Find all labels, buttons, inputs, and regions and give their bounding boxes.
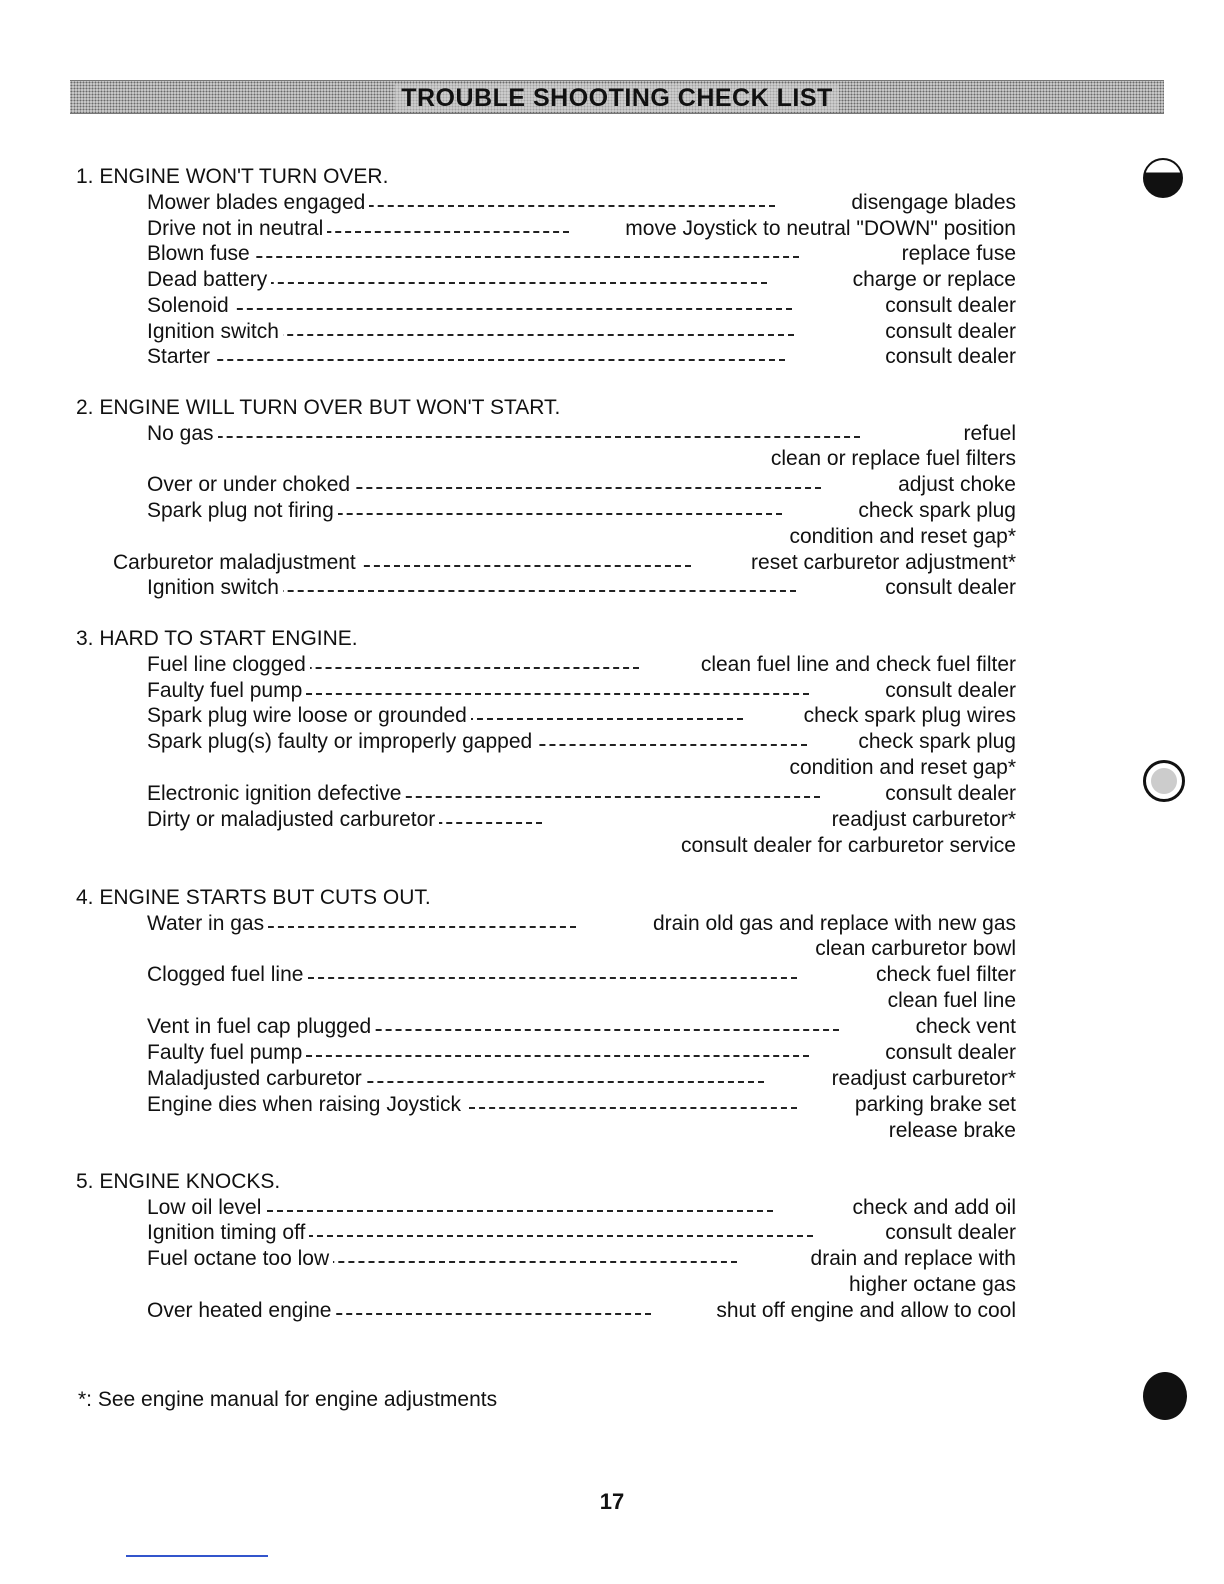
section-title: 4. ENGINE STARTS BUT CUTS OUT. xyxy=(76,886,431,909)
cause-text: Clogged fuel line xyxy=(147,963,307,986)
remedy-text: check spark plug wires xyxy=(803,704,1016,727)
list-item xyxy=(0,808,1224,834)
remedy-text: consult dealer xyxy=(885,1221,1016,1244)
list-item xyxy=(0,756,1224,782)
cause-text: Fuel octane too low xyxy=(147,1247,333,1270)
remedy-text: refuel xyxy=(963,422,1016,445)
list-item xyxy=(0,1041,1224,1067)
list-item xyxy=(0,320,1224,346)
remedy-text: consult dealer for carburetor service xyxy=(681,834,1016,857)
list-item xyxy=(0,576,1224,602)
cause-text: Spark plug(s) faulty or improperly gapped xyxy=(147,730,536,753)
list-item xyxy=(0,834,1224,860)
footnote: *: See engine manual for engine adjustments xyxy=(78,1388,498,1411)
remedy-text: consult dealer xyxy=(885,320,1016,343)
remedy-text: readjust carburetor* xyxy=(831,808,1016,831)
list-item xyxy=(0,345,1224,371)
binder-hole-middle xyxy=(1143,760,1185,802)
remedy-text: consult dealer xyxy=(885,345,1016,368)
remedy-text: readjust carburetor* xyxy=(831,1067,1016,1090)
list-item xyxy=(0,963,1224,989)
remedy-text: parking brake set xyxy=(854,1093,1016,1116)
binder-hole-bottom xyxy=(1143,1372,1187,1420)
remedy-text: adjust choke xyxy=(898,473,1016,496)
remedy-text: clean fuel line xyxy=(887,989,1016,1012)
remedy-text: disengage blades xyxy=(851,191,1016,214)
remedy-text: drain and replace with xyxy=(810,1247,1016,1270)
list-item xyxy=(0,525,1224,551)
list-item xyxy=(0,782,1224,808)
list-item xyxy=(0,473,1224,499)
remedy-text: consult dealer xyxy=(885,782,1016,805)
list-item xyxy=(0,447,1224,473)
cause-text: Engine dies when raising Joystick xyxy=(147,1093,465,1116)
remedy-text: consult dealer xyxy=(885,576,1016,599)
remedy-text: condition and reset gap* xyxy=(789,525,1016,548)
cause-text: Over heated engine xyxy=(147,1299,335,1322)
list-item xyxy=(0,1067,1224,1093)
scan-mark xyxy=(126,1555,268,1557)
list-item xyxy=(0,1093,1224,1119)
cause-text: Fuel line clogged xyxy=(147,653,310,676)
list-item xyxy=(0,551,1224,577)
leader-dashes xyxy=(147,436,860,438)
cause-text: Ignition switch xyxy=(147,576,283,599)
page-title: TROUBLE SHOOTING CHECK LIST xyxy=(70,84,1164,113)
cause-text: Low oil level xyxy=(147,1196,265,1219)
section-title: 1. ENGINE WON'T TURN OVER. xyxy=(76,165,389,188)
cause-text: Starter xyxy=(147,345,214,368)
cause-text: Over or under choked xyxy=(147,473,354,496)
remedy-text: consult dealer xyxy=(885,679,1016,702)
list-item xyxy=(0,704,1224,730)
list-item xyxy=(0,191,1224,217)
list-item xyxy=(0,268,1224,294)
cause-text: Electronic ignition defective xyxy=(147,782,405,805)
section-title: 3. HARD TO START ENGINE. xyxy=(76,627,358,650)
list-item xyxy=(0,1221,1224,1247)
list-item xyxy=(0,422,1224,448)
cause-text: Faulty fuel pump xyxy=(147,679,306,702)
remedy-text: drain old gas and replace with new gas xyxy=(652,912,1016,935)
cause-text: No gas xyxy=(147,422,218,445)
section-title: 5. ENGINE KNOCKS. xyxy=(76,1170,281,1193)
cause-text: Dead battery xyxy=(147,268,271,291)
remedy-text: reset carburetor adjustment* xyxy=(751,551,1016,574)
remedy-text: shut off engine and allow to cool xyxy=(716,1299,1016,1322)
cause-text: Vent in fuel cap plugged xyxy=(147,1015,375,1038)
cause-text: Spark plug wire loose or grounded xyxy=(147,704,471,727)
remedy-text: clean carburetor bowl xyxy=(815,937,1016,960)
page-number: 17 xyxy=(599,1489,625,1514)
list-item xyxy=(0,1299,1224,1325)
list-item xyxy=(0,294,1224,320)
list-item xyxy=(0,679,1224,705)
remedy-text: clean fuel line and check fuel filter xyxy=(700,653,1016,676)
cause-text: Ignition timing off xyxy=(147,1221,309,1244)
cause-text: Mower blades engaged xyxy=(147,191,369,214)
binder-hole-top xyxy=(1143,158,1183,198)
cause-text: Spark plug not firing xyxy=(147,499,338,522)
leader-dashes xyxy=(147,308,792,310)
remedy-text: charge or replace xyxy=(852,268,1016,291)
remedy-text: check spark plug xyxy=(858,499,1016,522)
remedy-text: check fuel filter xyxy=(875,963,1016,986)
remedy-text: check vent xyxy=(915,1015,1016,1038)
cause-text: Maladjusted carburetor xyxy=(147,1067,366,1090)
list-item xyxy=(0,1247,1224,1273)
list-item xyxy=(0,730,1224,756)
remedy-text: check spark plug xyxy=(858,730,1016,753)
list-item xyxy=(0,217,1224,243)
remedy-text: release brake xyxy=(888,1119,1016,1142)
remedy-text: consult dealer xyxy=(885,294,1016,317)
cause-text: Faulty fuel pump xyxy=(147,1041,306,1064)
cause-text: Dirty or maladjusted carburetor xyxy=(147,808,439,831)
list-item xyxy=(0,989,1224,1015)
remedy-text: replace fuse xyxy=(901,242,1016,265)
section-title: 2. ENGINE WILL TURN OVER BUT WON'T START. xyxy=(76,396,561,419)
remedy-text: move Joystick to neutral "DOWN" position xyxy=(625,217,1016,240)
remedy-text: higher octane gas xyxy=(849,1273,1016,1296)
list-item xyxy=(0,499,1224,525)
list-item xyxy=(0,1196,1224,1222)
remedy-text: condition and reset gap* xyxy=(789,756,1016,779)
remedy-text: check and add oil xyxy=(852,1196,1016,1219)
list-item xyxy=(0,1015,1224,1041)
remedy-text: clean or replace fuel filters xyxy=(770,447,1016,470)
list-item xyxy=(0,937,1224,963)
list-item xyxy=(0,1273,1224,1299)
cause-text: Blown fuse xyxy=(147,242,254,265)
cause-text: Carburetor maladjustment xyxy=(113,551,360,574)
cause-text: Solenoid xyxy=(147,294,233,317)
cause-text: Ignition switch xyxy=(147,320,283,343)
list-item xyxy=(0,912,1224,938)
list-item xyxy=(0,653,1224,679)
cause-text: Drive not in neutral xyxy=(147,217,327,240)
leader-dashes xyxy=(147,359,785,361)
list-item xyxy=(0,242,1224,268)
cause-text: Water in gas xyxy=(147,912,268,935)
list-item xyxy=(0,1119,1224,1145)
remedy-text: consult dealer xyxy=(885,1041,1016,1064)
